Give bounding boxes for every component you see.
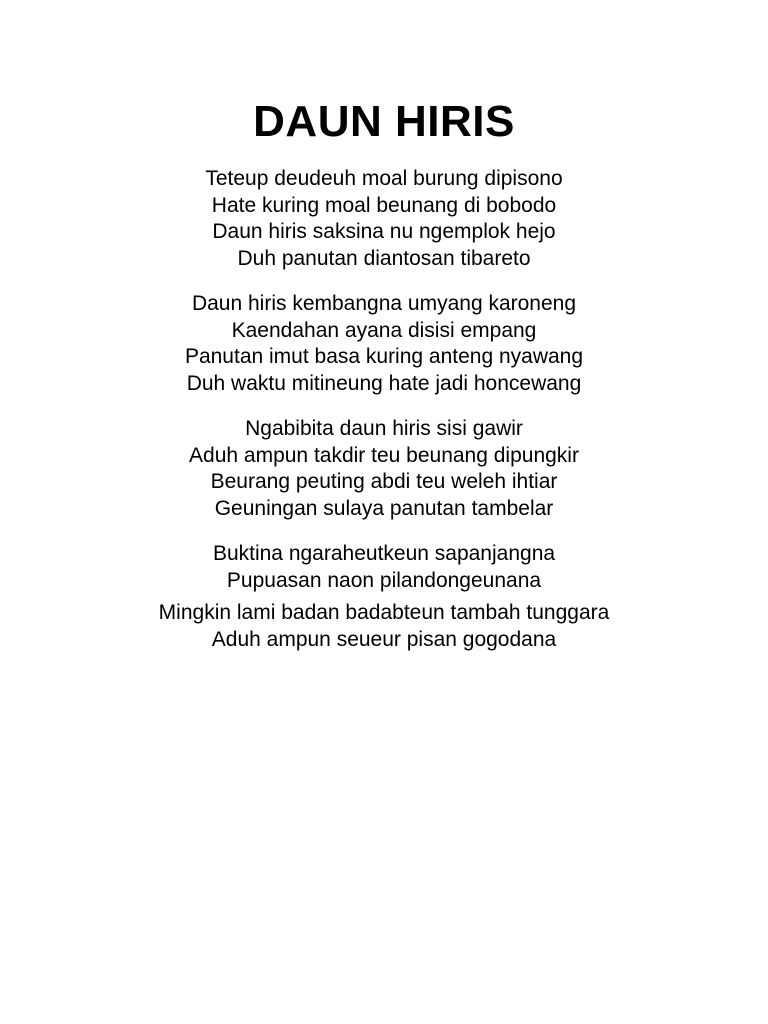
stanza-4 bbox=[0, 541, 768, 594]
poem-line: Aduh ampun seueur pisan gogodana bbox=[211, 627, 557, 651]
poem-line: Hate kuring moal beunang di bobodo bbox=[211, 193, 557, 217]
poem-line: Daun hiris saksina nu ngemplok hejo bbox=[212, 220, 556, 243]
poem-line: Geuningan sulaya panutan tambelar bbox=[214, 496, 554, 520]
poem-line: Aduh ampun takdir teu beunang dipungkir bbox=[189, 443, 579, 467]
stanza-2 bbox=[0, 291, 768, 397]
poem-line: Duh waktu mitineung hate jadi honcewang bbox=[186, 371, 582, 395]
poem-line: Ngabibita daun hiris sisi gawir bbox=[245, 417, 523, 440]
poem-line: Beurang peuting abdi teu weleh ihtiar bbox=[210, 470, 558, 493]
stanza-3 bbox=[0, 416, 768, 522]
document-title: DAUN HIRIS bbox=[253, 97, 515, 146]
poem-line: Pupuasan naon pilandongeunana bbox=[226, 568, 542, 592]
poem-line: Teteup deudeuh moal burung dipisono bbox=[205, 167, 563, 190]
poem-line: Duh panutan diantosan tibareto bbox=[237, 246, 531, 270]
stanza-5 bbox=[0, 600, 768, 653]
poem-line: Kaendahan ayana disisi empang bbox=[231, 318, 537, 342]
stanza-1 bbox=[0, 166, 768, 272]
poem-line: Mingkin lami badan badabteun tambah tunggara bbox=[158, 601, 610, 624]
poem-line: Panutan imut basa kuring anteng nyawang bbox=[184, 345, 584, 368]
poem-line: Daun hiris kembangna umyang karoneng bbox=[191, 292, 577, 315]
poem-line: Buktina ngaraheutkeun sapanjangna bbox=[212, 542, 556, 565]
